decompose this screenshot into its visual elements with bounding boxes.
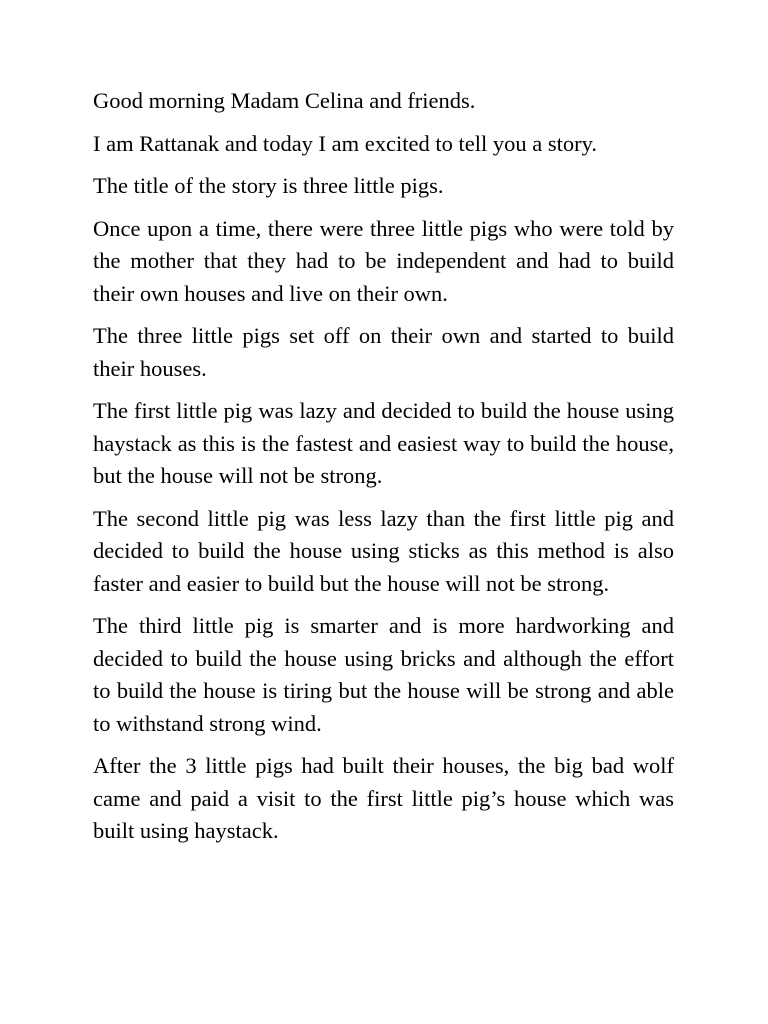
story-paragraph-1: Once upon a time, there were three little pigs who were told by the mother that they had to be independent and had to build their own houses and live on their own.	[93, 215, 674, 306]
story-paragraph-3: The first little pig was lazy and decided to build the house using haystack as this is the fastest and easiest way to build the house, but the house will not be strong.	[93, 398, 674, 488]
story-paragraph-5: The third little pig is smarter and is more hardworking and decided to build the house using bricks and although the effort to build the house is tiring but the house will be strong and able to withstand strong wind.	[93, 613, 674, 736]
story-paragraph-4: The second little pig was less lazy than the first little pig and decided to build the house using sticks as this method is also faster and easier to build but the house will not be strong.	[93, 505, 674, 596]
story-paragraph-2: The three little pigs set off on their own and started to build their houses.	[93, 323, 674, 381]
title-paragraph: The title of the story is three little pigs.	[93, 173, 444, 198]
greeting-paragraph: Good morning Madam Celina and friends.	[93, 88, 476, 113]
story-paragraph-6: After the 3 little pigs had built their houses, the big bad wolf came and paid a visit to the first little pig’s house which was built using haystack.	[93, 753, 674, 843]
introduction-paragraph: I am Rattanak and today I am excited to tell you a story.	[93, 130, 598, 156]
story-text	[93, 85, 674, 858]
